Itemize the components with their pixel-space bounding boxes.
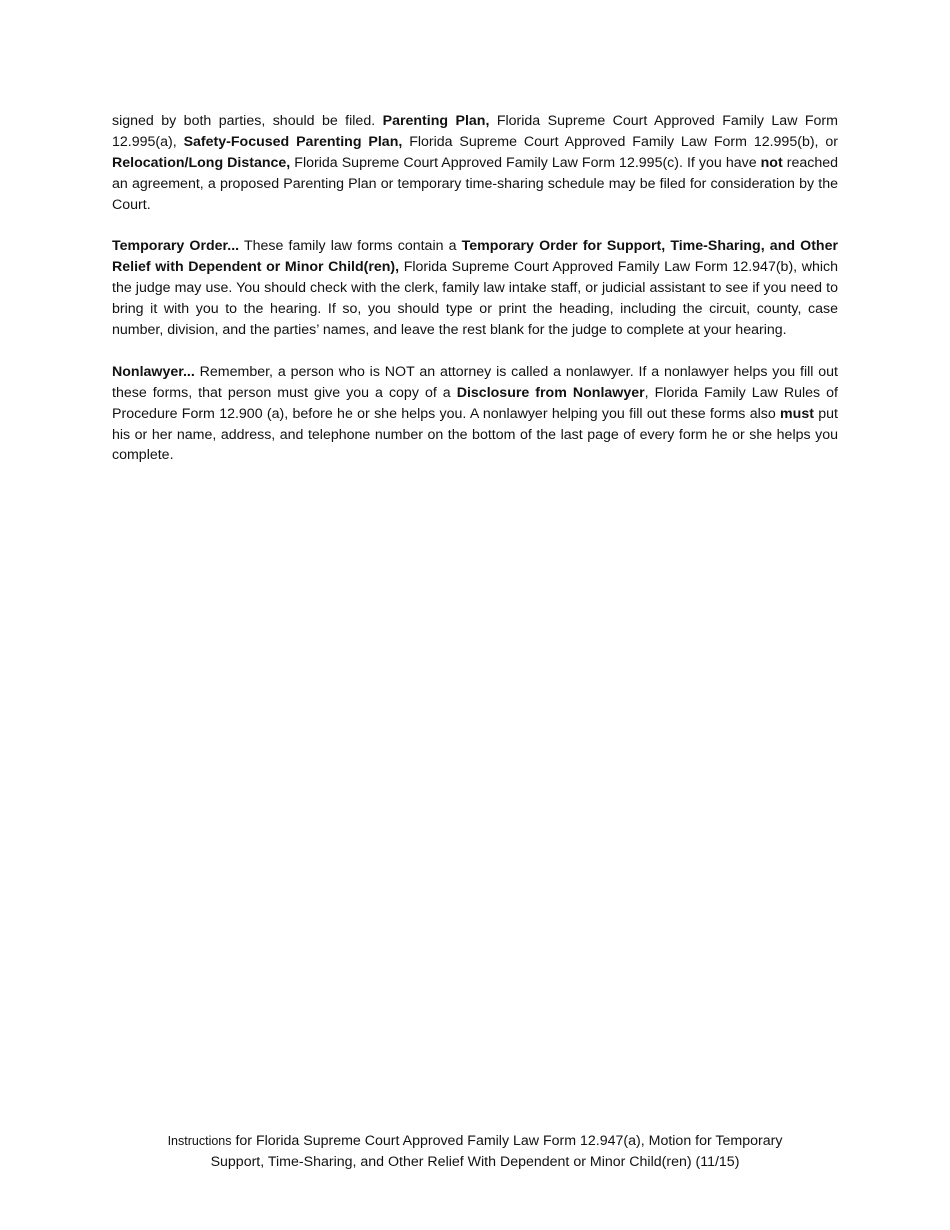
text-run: put his or her name, address, and telephone number on the bottom of the last page of every form he or she helps you complete. <box>112 405 838 464</box>
text-run: Florida Supreme Court Approved Family Law Form 12.995(a), <box>112 113 838 150</box>
bold-text-run: not <box>760 154 783 171</box>
footer-line-2: Support, Time-Sharing, and Other Relief With Dependent or Minor Child(ren) (11/15) <box>210 1154 740 1170</box>
bold-text-run: Temporary Order for Support, Time-Sharing, and Other Relief with Dependent or Minor Child(ren), <box>112 238 838 276</box>
paragraph-temporary-order <box>112 236 838 341</box>
bold-text-run: Safety-Focused Parenting Plan, <box>183 133 403 150</box>
paragraph-parenting-plan <box>112 111 838 216</box>
text-run: reached an agreement, a proposed Parenting Plan or temporary time-sharing schedule may be filed for consideration by the Court. <box>112 154 838 213</box>
bold-text-run: Parenting Plan, <box>382 113 490 129</box>
text-run: Florida Supreme Court Approved Family Law Form 12.995(b), or <box>402 133 838 150</box>
text-run: Florida Supreme Court Approved Family Law Form 12.995(c). If you have <box>290 154 761 171</box>
text-run: signed by both parties, should be filed. <box>112 113 383 129</box>
text-run: These family law forms contain a <box>239 238 462 255</box>
bold-text-run: Relocation/Long Distance, <box>112 154 291 171</box>
bold-text-run: must <box>780 405 814 422</box>
instructions-body <box>112 111 838 487</box>
footer-line-1 <box>90 1131 860 1152</box>
text-run: Remember, a person who is NOT an attorney is called a nonlawyer. If a nonlawyer helps you fill out these forms, that person must give you a copy of a <box>112 363 838 401</box>
bold-text-run: Temporary Order... <box>112 238 240 255</box>
footer-instructions-word: Instructions <box>167 1134 232 1148</box>
text-run: , Florida Family Law Rules of Procedure Form 12.900 (a), before he or she helps you. A nonlawyer helping you fill out these forms also <box>112 384 838 422</box>
paragraph-nonlawyer <box>112 362 838 467</box>
page-footer <box>90 1131 860 1173</box>
bold-text-run: Nonlawyer... <box>112 363 195 380</box>
text-run: Florida Supreme Court Approved Family Law Form 12.947(b), which the judge may use. You should check with the clerk, family law intake staff, or judicial assistant to see if you need to bring it with you to the hearing. If so, you should type or print the heading, including the circuit, county, case number, division, and the parties’ names, and leave the rest blank for the judge to complete at your hearing. <box>112 259 838 339</box>
bold-text-run: Disclosure from Nonlawyer <box>456 384 645 401</box>
footer-line-1-text: for Florida Supreme Court Approved Family Law Form 12.947(a), Motion for Temporary <box>231 1133 783 1149</box>
